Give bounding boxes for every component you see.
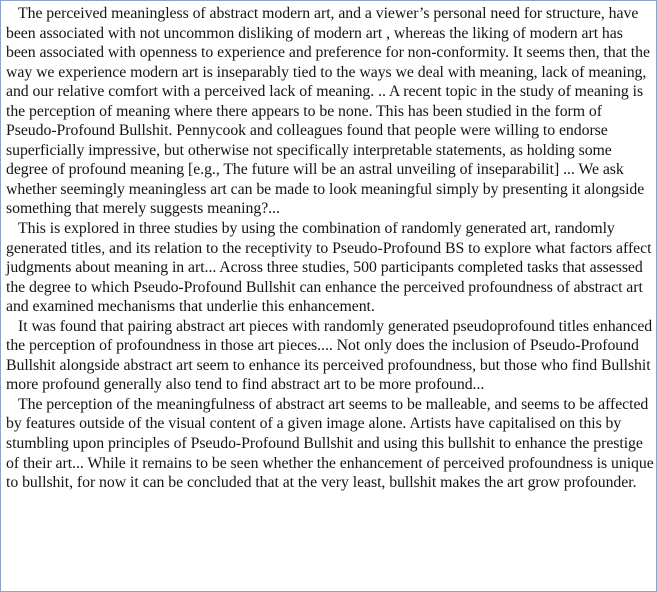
document-body xyxy=(6,4,656,493)
paragraph-method: This is explored in three studies by using the combination of randomly generated art, randomly generated titles, and its relation to the receptivity to Pseudo-Profound BS to explore what factors affect judgments about meaning in art... Across three studies, 500 participants completed tasks that assessed the degree to which Pseudo-Profound Bullshit can enhance the perceived profoundness of abstract art and examined mechanisms that underlie this enhancement. xyxy=(6,220,652,316)
paragraph-results: It was found that pairing abstract art pieces with randomly generated pseudoprofound titles enhanced the perception of profoundness in those art pieces.... Not only does the inclusion of Pseudo-Profound Bullshit alongside abstract art seem to enhance its perceived profoundness, but those who find Bullshit more profound generally also tend to find abstract art to be more profound... xyxy=(6,317,653,394)
paragraph-conclusion: The perception of the meaningfulness of abstract art seems to be malleable, and seems to be affected by features outside of the visual content of a given image alone. Artists have capitalised on this by stumbling upon principles of Pseudo-Profound Bullshit and using this bullshit to enhance the prestige of their art... While it remains to be seen whether the enhancement of perceived profoundness is unique to bullshit, for now it can be concluded that at the very least, bullshit makes the art grow profounder. xyxy=(6,395,654,492)
paragraph-intro: The perceived meaningless of abstract modern art, and a viewer’s personal need for structure, have been associated with not uncommon disliking of modern art , whereas the liking of modern art has been associated with openness to experience and preference for non-conformity. It seems then, that the way we experience modern art is inseparably tied to the ways we deal with meaning, lack of meaning, and our relative comfort with a perceived lack of meaning. .. A recent topic in the study of meaning is the perception of meaning where there appears to be none. This has been studied in the form of Pseudo-Profound Bullshit. Pennycook and colleagues found that people were willing to endorse superficially impressive, but otherwise not specifically interpretable statements, as holding some degree of profound meaning [e.g., The future will be an astral unveiling of inseparabilit] ... We ask whether seemingly meaningless art can be made to look meaningful simply by presenting it alongside something that merely suggests meaning?... xyxy=(6,5,650,218)
